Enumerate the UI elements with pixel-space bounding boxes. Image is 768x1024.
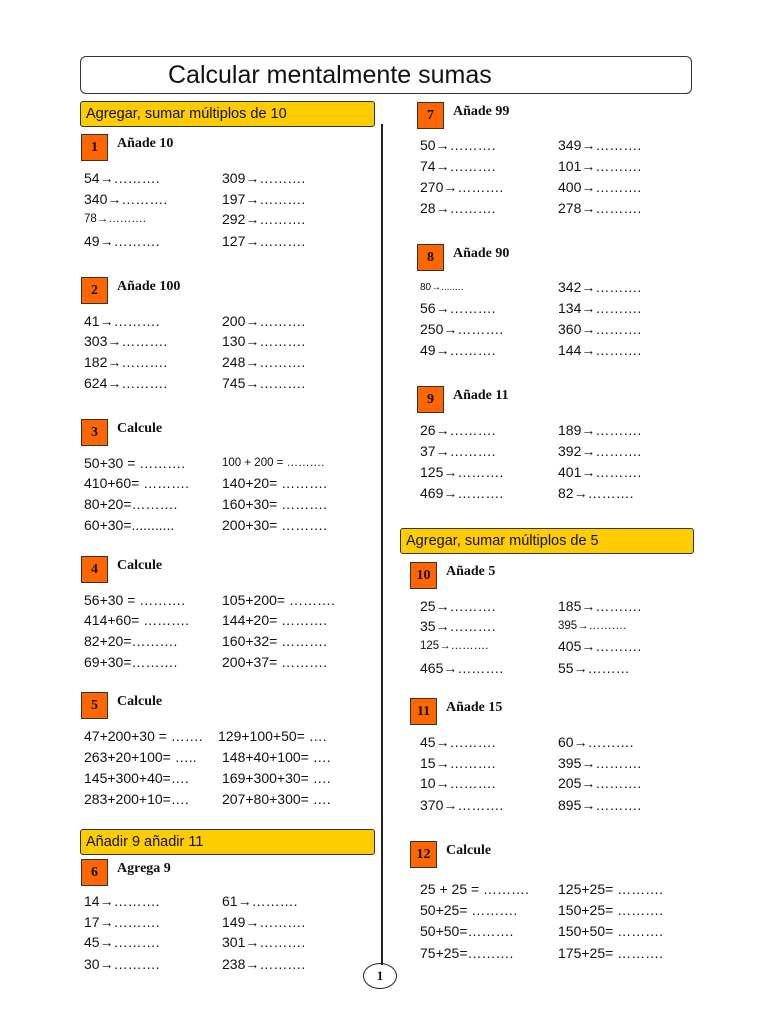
exercise-item: 401→………. <box>558 464 642 480</box>
exercise-item: 465→………. <box>420 660 504 676</box>
exercise-item: 144→………. <box>558 342 642 358</box>
exercise-item: 414+60= ………. <box>84 612 190 628</box>
exercise-number-badge: 8 <box>417 244 444 271</box>
exercise-item: 82+20=………. <box>84 633 178 649</box>
exercise-item: 160+30= ………. <box>222 496 328 512</box>
exercise-item: 105+200= ………. <box>222 592 335 608</box>
page-title-box <box>80 56 692 94</box>
exercise-title: Añade 10 <box>117 136 174 151</box>
exercise-item: 10→………. <box>420 775 496 791</box>
exercise-title: Añade 15 <box>446 700 503 715</box>
exercise-item: 144+20= ………. <box>222 612 328 628</box>
exercise-item: 28→………. <box>420 200 496 216</box>
exercise-item: 250→………. <box>420 321 504 337</box>
exercise-item: 309→………. <box>222 170 306 186</box>
exercise-item: 349→………. <box>558 137 642 153</box>
exercise-item: 35→………. <box>420 618 496 634</box>
exercise-item: 56+30 = ………. <box>84 592 186 608</box>
exercise-item: 185→………. <box>558 598 642 614</box>
exercise-item: 50→………. <box>420 137 496 153</box>
exercise-title: Añade 5 <box>446 564 496 579</box>
section-label: Añadir 9 añadir 11 <box>86 834 204 850</box>
exercise-item: 61→………. <box>222 893 298 909</box>
exercise-item: 60+30=........... <box>84 517 175 533</box>
exercise-item: 50+50=………. <box>420 923 514 939</box>
exercise-item: 200+37= ………. <box>222 654 328 670</box>
exercise-title: Añade 11 <box>453 388 509 403</box>
exercise-item: 200→………. <box>222 313 306 329</box>
exercise-item: 30→………. <box>84 956 160 972</box>
exercise-item: 26→………. <box>420 422 496 438</box>
exercise-item: 278→………. <box>558 200 642 216</box>
exercise-item: 283+200+10=…. <box>84 791 189 807</box>
exercise-item: 624→………. <box>84 375 168 391</box>
exercise-item: 56→………. <box>420 300 496 316</box>
section-label: Agregar, sumar múltiplos de 10 <box>86 106 287 122</box>
exercise-item: 54→………. <box>84 170 160 186</box>
exercise-number-badge: 10 <box>410 562 437 589</box>
exercise-item: 405→………. <box>558 638 642 654</box>
exercise-item: 400→………. <box>558 179 642 195</box>
exercise-item: 17→………. <box>84 914 160 930</box>
exercise-item: 150+50= ………. <box>558 923 664 939</box>
exercise-item: 101→………. <box>558 158 642 174</box>
exercise-title: Añade 90 <box>453 246 510 261</box>
exercise-item: 189→………. <box>558 422 642 438</box>
exercise-item: 145+300+40=…. <box>84 770 189 786</box>
exercise-item: 175+25= ………. <box>558 945 664 961</box>
exercise-item: 60→………. <box>558 734 634 750</box>
exercise-item: 127→………. <box>222 233 306 249</box>
section-label: Agregar, sumar múltiplos de 5 <box>406 533 599 549</box>
exercise-item: 129+100+50= …. <box>218 728 327 744</box>
exercise-item: 125→………. <box>420 464 504 480</box>
exercise-item: 292→………. <box>222 211 306 227</box>
exercise-item: 410+60= ………. <box>84 475 190 491</box>
exercise-number-badge: 12 <box>410 841 437 868</box>
exercise-number-badge: 3 <box>81 419 108 446</box>
exercise-number-badge: 6 <box>81 859 108 886</box>
exercise-item: 50+25= ………. <box>420 902 518 918</box>
exercise-title: Calcule <box>117 421 163 436</box>
exercise-item: 125+25= ………. <box>558 881 664 897</box>
exercise-item: 340→………. <box>84 191 168 207</box>
exercise-item: 160+32= ………. <box>222 633 328 649</box>
exercise-item: 49→………. <box>84 233 160 249</box>
exercise-item: 149→………. <box>222 914 306 930</box>
exercise-item: 301→………. <box>222 934 306 950</box>
exercise-item: 303→………. <box>84 333 168 349</box>
exercise-title: Calcule <box>117 694 163 709</box>
exercise-number-badge: 4 <box>81 556 108 583</box>
exercise-number-badge: 11 <box>410 698 437 725</box>
exercise-item: 100 + 200 = ………. <box>222 457 325 469</box>
exercise-item: 392→………. <box>558 443 642 459</box>
exercise-item: 49→………. <box>420 342 496 358</box>
exercise-item: 78→………. <box>84 213 146 225</box>
column-divider <box>381 124 383 965</box>
exercise-item: 37→………. <box>420 443 496 459</box>
exercise-item: 74→………. <box>420 158 496 174</box>
exercise-number-badge: 9 <box>417 386 444 413</box>
exercise-title: Agrega 9 <box>117 861 171 876</box>
exercise-item: 69+30=………. <box>84 654 178 670</box>
exercise-item: 270→………. <box>420 179 504 195</box>
exercise-item: 342→………. <box>558 279 642 295</box>
exercise-item: 47+200+30 = ……. <box>84 728 203 744</box>
exercise-item: 130→………. <box>222 333 306 349</box>
section-band-multiples-5 <box>400 528 694 554</box>
exercise-item: 360→………. <box>558 321 642 337</box>
exercise-item: 207+80+300= …. <box>222 791 331 807</box>
exercise-item: 55→……… <box>558 660 630 676</box>
exercise-item: 370→………. <box>420 797 504 813</box>
exercise-item: 134→………. <box>558 300 642 316</box>
exercise-item: 25 + 25 = ………. <box>420 881 529 897</box>
exercise-item: 75+25=………. <box>420 945 514 961</box>
exercise-item: 45→………. <box>84 934 160 950</box>
section-band-add-9-11 <box>80 829 375 855</box>
exercise-item: 150+25= ………. <box>558 902 664 918</box>
exercise-number-badge: 7 <box>417 102 444 129</box>
exercise-item: 469→………. <box>420 485 504 501</box>
exercise-item: 182→………. <box>84 354 168 370</box>
exercise-item: 82→………. <box>558 485 634 501</box>
exercise-item: 45→………. <box>420 734 496 750</box>
page-title: Calcular mentalmente sumas <box>168 61 492 89</box>
exercise-title: Calcule <box>446 843 492 858</box>
exercise-item: 197→………. <box>222 191 306 207</box>
exercise-item: 169+300+30= …. <box>222 770 331 786</box>
exercise-item: 41→………. <box>84 313 160 329</box>
exercise-number-badge: 5 <box>81 692 108 719</box>
exercise-item: 200+30= ………. <box>222 517 328 533</box>
exercise-number-badge: 2 <box>81 277 108 304</box>
exercise-item: 205→………. <box>558 775 642 791</box>
exercise-number-badge: 1 <box>81 134 108 161</box>
page-number: 1 <box>363 963 397 989</box>
exercise-item: 15→………. <box>420 755 496 771</box>
exercise-item: 50+30 = ………. <box>84 455 186 471</box>
exercise-item: 125→………. <box>420 640 489 652</box>
exercise-title: Calcule <box>117 558 163 573</box>
exercise-item: 395→………. <box>558 755 642 771</box>
exercise-item: 80+20=………. <box>84 496 178 512</box>
exercise-item: 80→........ <box>420 282 464 293</box>
exercise-item: 745→………. <box>222 375 306 391</box>
exercise-item: 14→………. <box>84 893 160 909</box>
section-band-multiples-10 <box>80 101 375 127</box>
exercise-item: 395→………. <box>558 620 627 632</box>
exercise-item: 895→………. <box>558 797 642 813</box>
exercise-item: 140+20= ………. <box>222 475 328 491</box>
exercise-item: 248→………. <box>222 354 306 370</box>
exercise-item: 148+40+100= …. <box>222 749 331 765</box>
exercise-title: Añade 99 <box>453 104 510 119</box>
exercise-item: 25→………. <box>420 598 496 614</box>
exercise-item: 238→………. <box>222 956 306 972</box>
exercise-item: 263+20+100= ….. <box>84 749 197 765</box>
exercise-title: Añade 100 <box>117 279 181 294</box>
